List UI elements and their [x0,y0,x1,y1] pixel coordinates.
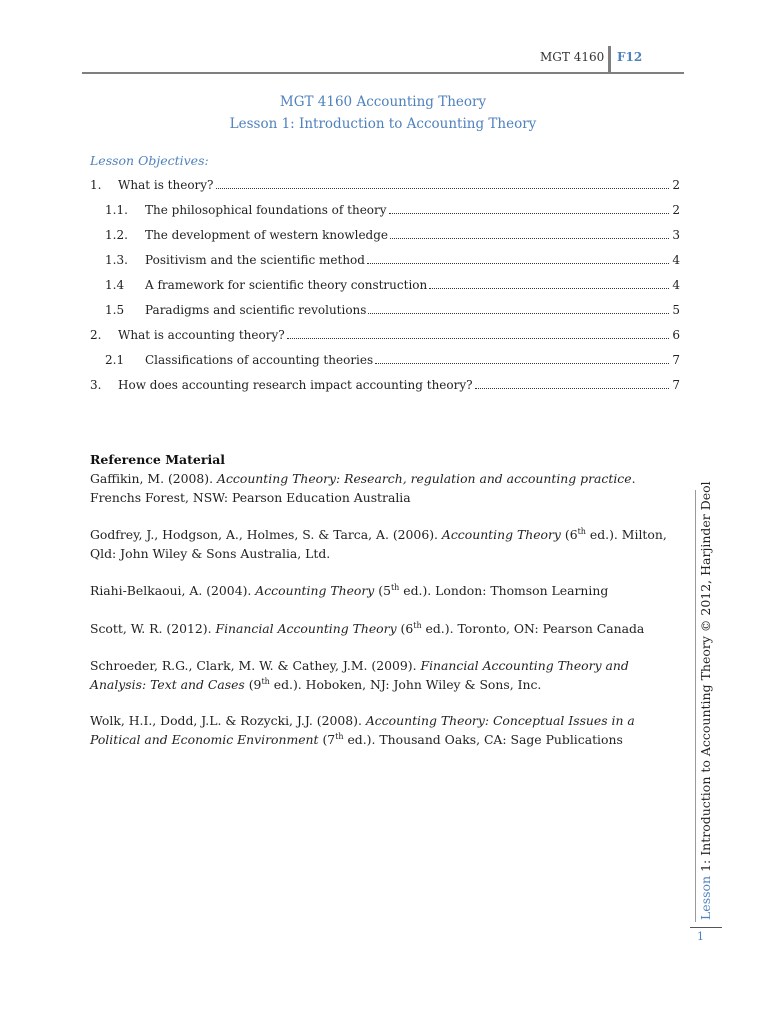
reference-edition: (7 [318,732,336,747]
toc-number: 1. [90,178,102,192]
toc-leader [368,312,669,314]
reference-publisher: ed.). Hoboken, NJ: John Wiley & Sons, Inc. [269,677,542,692]
reference-publisher: ed.). Milton, Qld: John Wiley & Sons Australia, Ltd. [90,527,667,561]
toc-entry[interactable] [90,272,680,292]
toc-entry[interactable] [90,372,680,392]
reference-edition-suffix: th [390,582,400,592]
toc-number: 1.5 [105,303,125,317]
toc-text: Paradigms and scientific revolutions [145,303,367,317]
reference-authors: Scott, W. R. (2012). [90,621,216,636]
toc-entry[interactable] [90,172,680,192]
header-course-code: MGT 4160 [540,50,605,64]
toc-entry[interactable] [90,322,680,342]
reference-authors: Gaffikin, M. (2008). [90,471,218,486]
toc-text: How does accounting research impact accounting theory? [118,378,473,392]
toc-text: Positivism and the scientific method [145,253,365,267]
toc-text: Classifications of accounting theories [145,353,374,367]
reference-title: Accounting Theory: Conceptual Issues in a Political and Economic Environment [90,713,635,747]
header-separator [608,46,611,74]
page-number-rule [690,927,722,928]
sidebar-rule [695,490,696,922]
toc-number: 1.3. [105,253,128,267]
toc-number: 2. [90,328,102,342]
toc-page: 2 [672,203,680,217]
toc-text: What is theory? [118,178,214,192]
reference-entry [90,581,680,600]
header-term: F12 [617,50,643,64]
reference-authors: Riahi-Belkaoui, A. (2004). [90,583,256,598]
toc-page: 5 [672,303,680,317]
toc-page: 4 [672,278,680,292]
toc-text: The philosophical foundations of theory [145,203,387,217]
reference-entry [90,656,680,694]
toc-leader [390,237,669,239]
toc-text: The development of western knowledge [145,228,389,242]
document-title: MGT 4160 Accounting Theory [279,94,487,110]
toc-page: 6 [672,328,680,342]
reference-edition-suffix: th [335,731,344,741]
reference-authors: Schroeder, R.G., Clark, M. W. & Cathey, J.M. (2009). [90,658,421,673]
toc-page: 7 [672,353,680,367]
toc-number: 3. [90,378,102,392]
toc-leader [287,337,670,339]
toc-page: 3 [672,228,680,242]
reference-title: Accounting Theory: Research, regulation and accounting practice [217,471,632,486]
reference-title: Financial Accounting Theory [215,621,397,636]
toc-leader [429,287,669,289]
toc-text: A framework for scientific theory construction [145,278,428,292]
reference-entry [90,619,680,638]
reference-publisher: ed.). London: Thomson Learning [399,583,609,598]
reference-publisher: ed.). Thousand Oaks, CA: Sage Publications [343,732,623,747]
toc-entry[interactable] [90,197,680,217]
reference-edition-suffix: th [413,620,422,630]
toc-number: 1.2. [105,228,128,242]
toc-page: 4 [672,253,680,267]
reference-edition-suffix: th [577,526,586,536]
reference-entry [90,711,680,749]
reference-edition-suffix: th [261,676,270,686]
toc-entry[interactable] [90,297,680,317]
reference-title: Accounting Theory [441,527,561,542]
header-rule [82,72,684,74]
toc-number: 2.1 [105,353,125,367]
toc-leader [389,212,670,214]
reference-title: Financial Accounting Theory and Analysis: Text and Cases [90,658,629,692]
sidebar-lesson-word: Lesson [698,875,713,920]
toc-number: 1.1. [105,203,128,217]
toc-leader [367,262,669,264]
lesson-title: Lesson 1: Introduction to Accounting Theory [229,116,537,132]
toc-leader [216,187,670,189]
toc-page: 2 [672,178,680,192]
reference-entry [90,469,680,507]
reference-publisher: . Frenchs Forest, NSW: Pearson Education Australia [90,471,636,505]
page-number: 1 [697,930,704,943]
reference-heading: Reference Material [90,452,226,467]
reference-publisher: ed.). Toronto, ON: Pearson Canada [421,621,645,636]
toc-entry[interactable] [90,222,680,242]
toc-page: 7 [672,378,680,392]
toc-number: 1.4 [105,278,125,292]
toc-leader [475,387,670,389]
reference-authors: Wolk, H.I., Dodd, J.L. & Rozycki, J.J. (2008). [90,713,366,728]
sidebar-footer-text [698,481,713,920]
sidebar-copyright: 1: Introduction to Accounting Theory © 2012, Harjinder Deol [698,481,713,876]
reference-edition: (9 [244,677,262,692]
reference-edition: (5 [374,583,391,598]
reference-edition: (6 [560,527,578,542]
toc-entry[interactable] [90,247,680,267]
toc-entry[interactable] [90,347,680,367]
toc-leader [375,362,669,364]
reference-authors: Godfrey, J., Hodgson, A., Holmes, S. & Tarca, A. (2006). [90,527,442,542]
reference-entry [90,525,680,563]
reference-edition: (6 [396,621,414,636]
reference-title: Accounting Theory [255,583,375,598]
toc-text: What is accounting theory? [118,328,285,342]
objectives-heading: Lesson Objectives: [90,153,209,168]
